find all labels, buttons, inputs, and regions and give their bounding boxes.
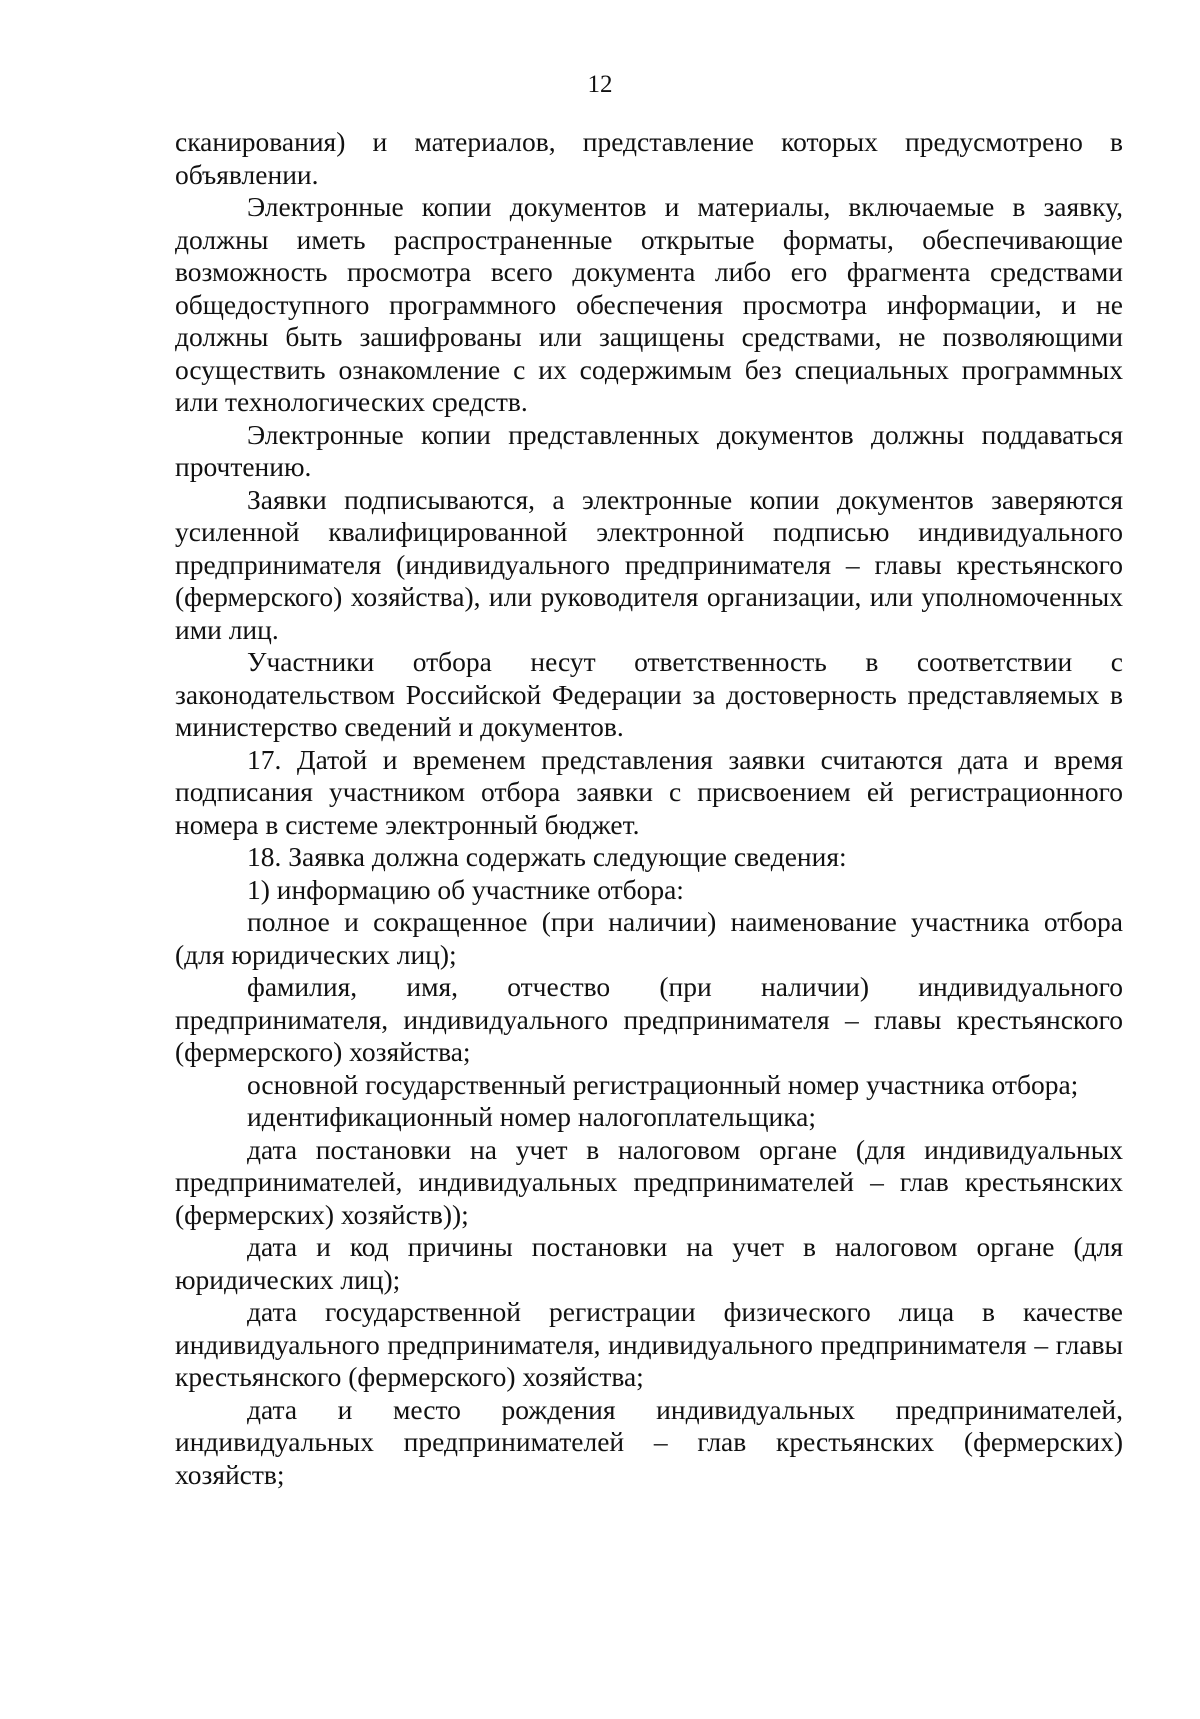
page-number: 12 [587,71,613,98]
paragraph-item-18: 18. Заявка должна содержать следующие сведения: [247,841,847,872]
paragraph-item-17: 17. Датой и временем представления заявки считаются дата и время подписания участником отбора заявки с присвоением ей регистрационного номера в системе электронный бюджет. [175,743,1123,840]
list-item-tax-registration-date: дата постановки на учет в налоговом органе (для индивидуальных предпринимателей, индивидуальных предпринимателей – глав крестьянских (фермерских) хозяйств)); [175,1133,1123,1230]
paragraph-continuation: сканирования) и материалов, представление которых предусмотрено в объявлении. [175,126,1123,190]
paragraph-readability: Электронные копии представленных документов должны поддаваться прочтению. [175,418,1123,482]
paragraph-electronic-copies-formats: Электронные копии документов и материалы, включаемые в заявку, должны иметь распространенные открытые форматы, обеспечивающие возможность просмотра всего документа либо его фрагмента средствами общедоступного программного обеспечения просмотра информации, и не должны быть зашифрованы или защищены средствами, не позволяющими осуществить ознакомление с их содержимым без специальных программных или технологических средств. [175,191,1123,417]
list-item-1: 1) информацию об участнике отбора: [247,873,684,905]
list-item-state-registration-date: дата государственной регистрации физического лица в качестве индивидуального предпринимателя, индивидуального предпринимателя – главы крестьянского (фермерского) хозяйства; [175,1296,1123,1392]
list-item-ogrn: основной государственный регистрационный номер участника отбора; [247,1068,1079,1100]
list-item-inn: идентификационный номер налогоплательщика; [247,1101,817,1132]
list-item-full-name: полное и сокращенное (при наличии) наименование участника отбора (для юридических лиц); [175,906,1123,970]
paragraph-responsibility: Участники отбора несут ответственность в соответствии с законодательством Российской Федерации за достоверность представляемых в министерство сведений и документов. [175,646,1123,742]
list-item-birth-date-place: дата и место рождения индивидуальных предпринимателей, индивидуальных предпринимателей – глав крестьянских (фермерских) хозяйств; [175,1393,1123,1490]
paragraph-signatures: Заявки подписываются, а электронные копии документов заверяются усиленной квалифицированной электронной подписью индивидуального предпринимателя (индивидуального предпринимателя – главы крестьянского (фермерского) хозяйства), или руководителя организации, или уполномоченных ими лиц. [175,483,1123,645]
document-body [175,126,1123,1491]
list-item-tax-registration-code: дата и код причины постановки на учет в налоговом органе (для юридических лиц); [175,1231,1123,1295]
list-item-person-name: фамилия, имя, отчество (при наличии) индивидуального предпринимателя, индивидуального предпринимателя – главы крестьянского (фермерского) хозяйства; [175,971,1123,1067]
